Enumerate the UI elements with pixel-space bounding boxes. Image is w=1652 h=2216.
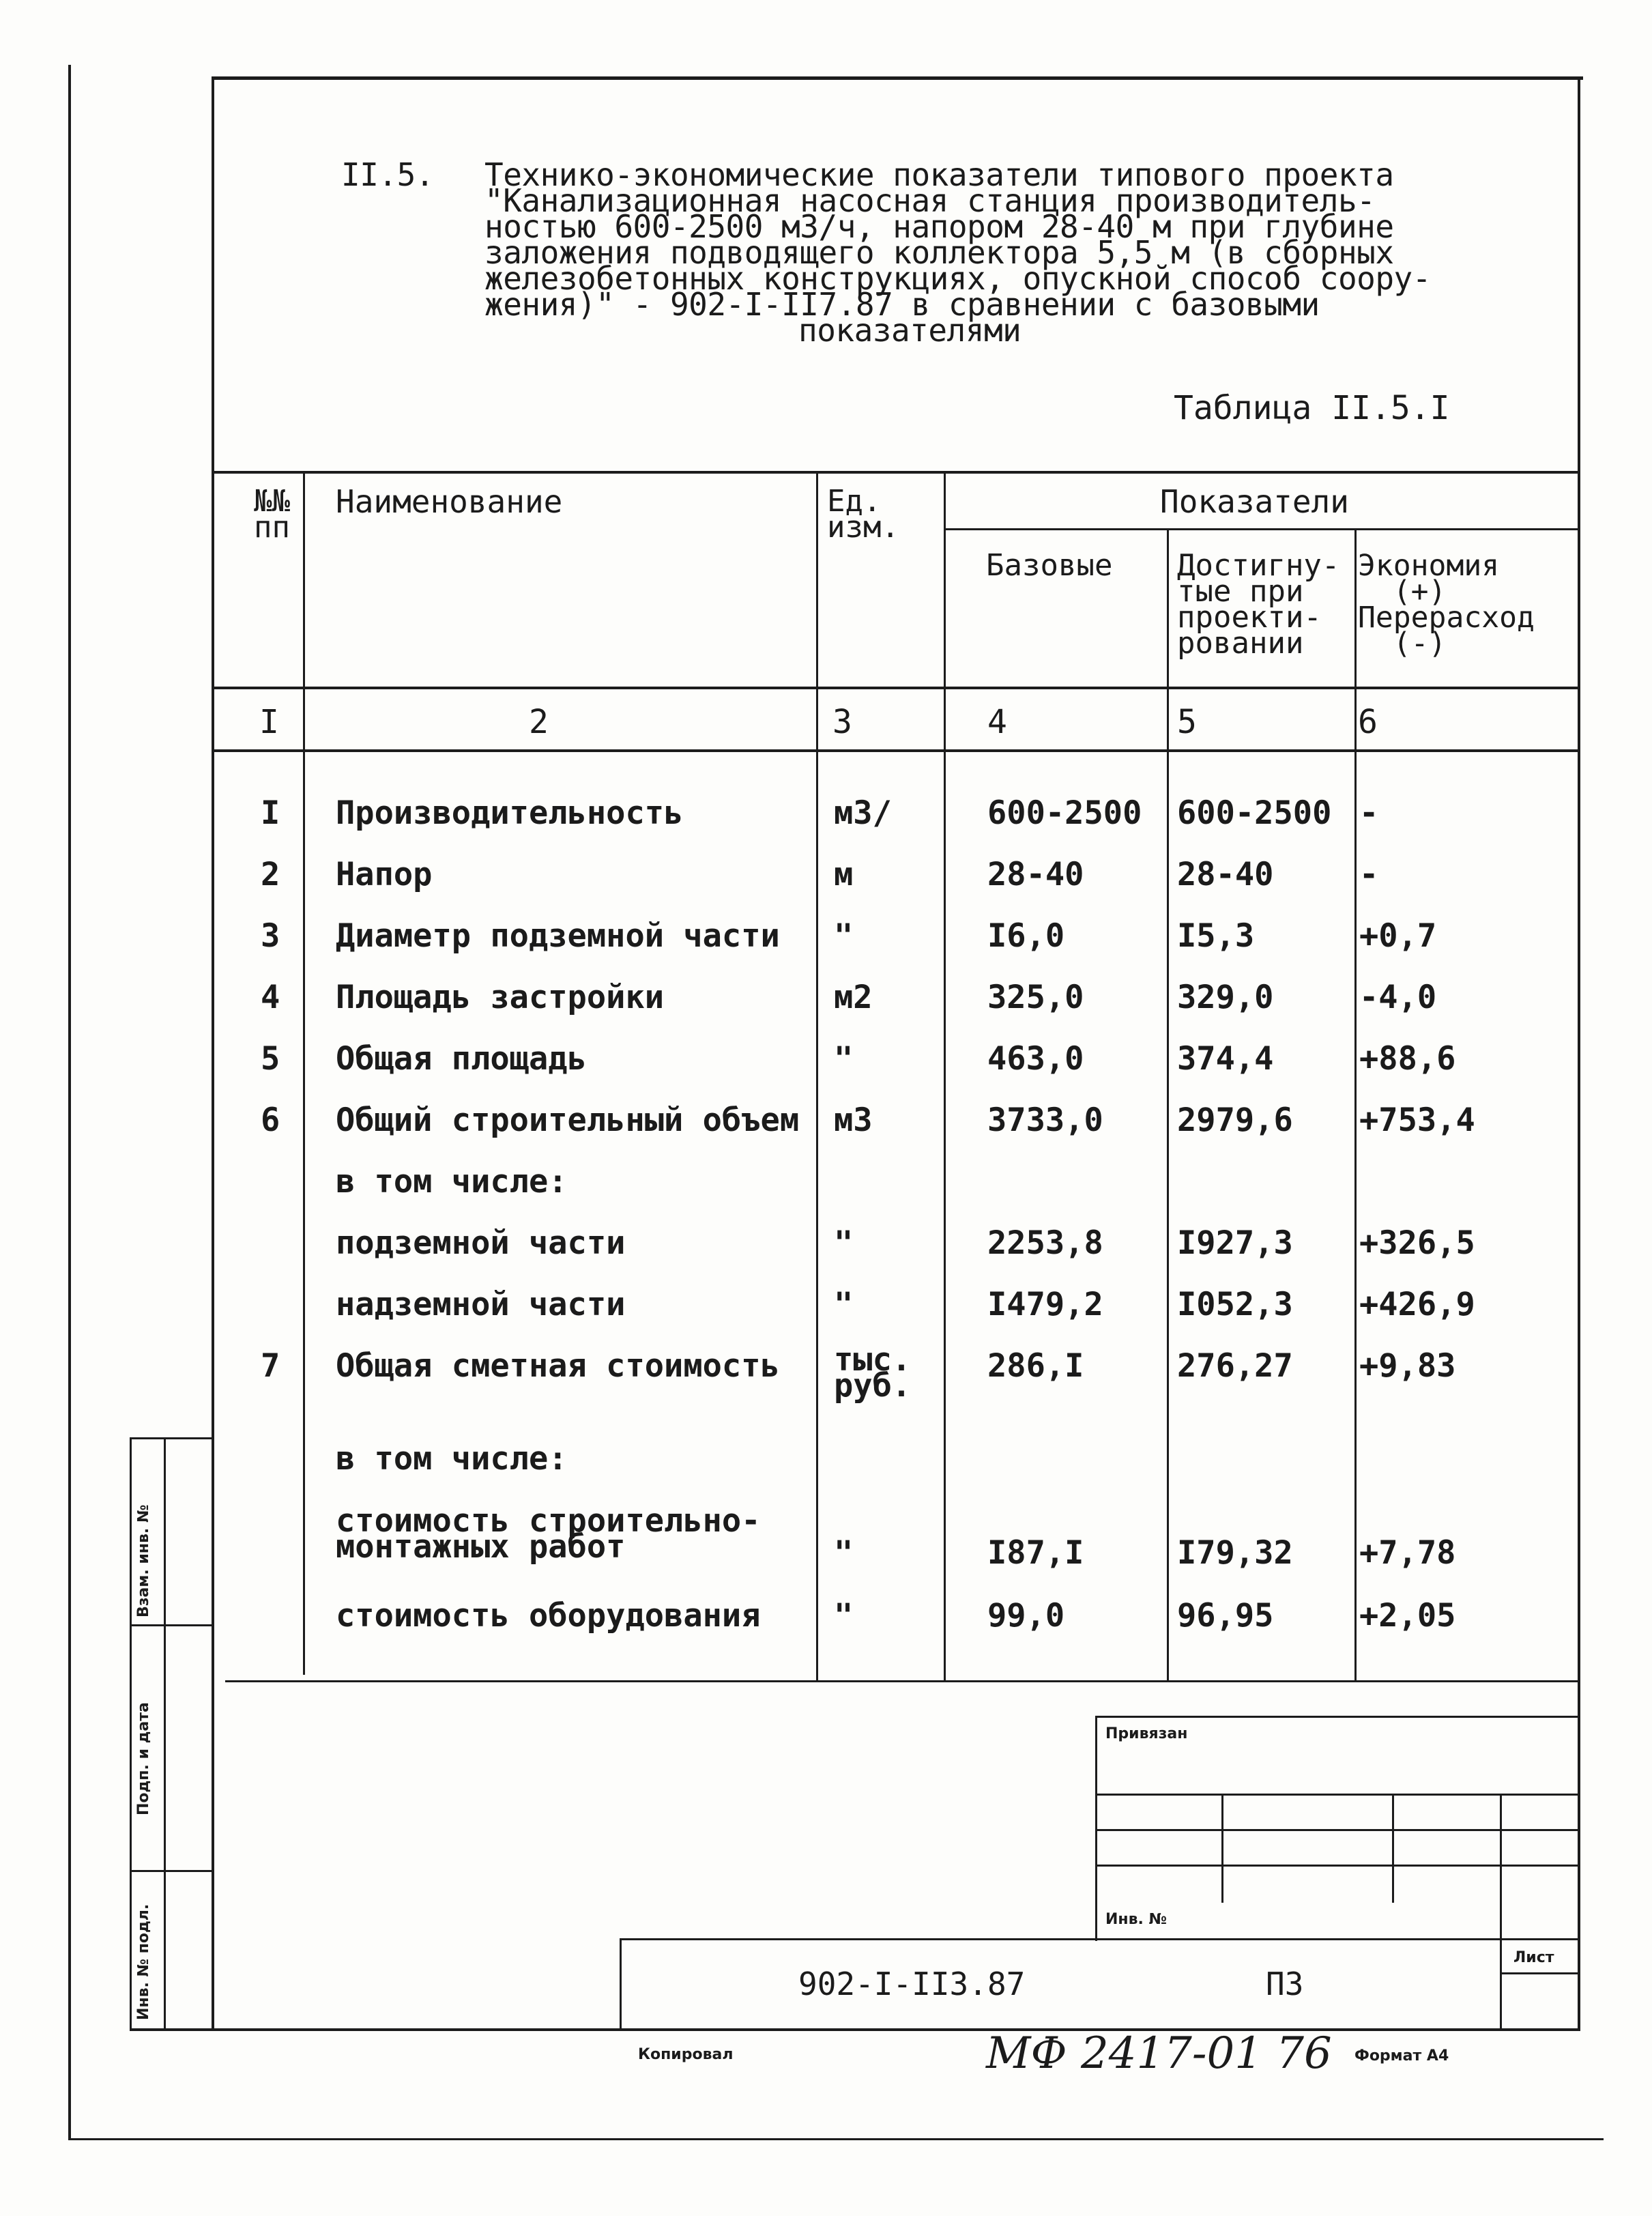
indicators-underline: [944, 528, 1580, 530]
table-row: надземной части " I479,2 I052,3 +426,9: [336, 1286, 1475, 1323]
stamp-grid-h2: [1095, 1829, 1580, 1831]
table-row: 4 Площадь застройки м2 325,0 329,0 -4,0: [261, 979, 1437, 1016]
table-bottom-dashed: [225, 1680, 1580, 1682]
colnum-2: 2: [529, 703, 549, 741]
caption-line-4: заложения подводящего коллектора 5,5 м (в сборных: [484, 234, 1394, 271]
side-strip-mid: [164, 1437, 166, 2030]
colnum-4: 4: [987, 703, 1007, 741]
stamp-code: 902-I-II3.87: [798, 1966, 1026, 2002]
header-num: №№ пп: [254, 484, 290, 545]
side-label-podp: Подп. и дата: [135, 1702, 152, 1815]
stamp-main-left: [620, 1938, 622, 2030]
side-strip-left: [130, 1437, 132, 2030]
caption-line-1: Технико-экономические показатели типового проекта: [484, 156, 1394, 193]
header-bottom-line: [212, 687, 1580, 689]
table-row: 7 Общая сметная стоимость тыс. руб. 286,I 276,27 +9,83: [261, 1341, 1456, 1405]
table-row: I Производительность м3/ 600-2500 600-2500 -: [261, 794, 1379, 832]
outer-bottom-line: [68, 2138, 1604, 2140]
header-economy: Экономия (+) Перерасход (-): [1358, 549, 1535, 661]
caption-line-2: "Канализационная насосная станция производитель-: [484, 182, 1376, 219]
side-label-inv-podl: Инв. № подл.: [135, 1903, 152, 2020]
header-name: Наименование: [336, 483, 563, 520]
table-row: 5 Общая площадь " 463,0 374,4 +88,6: [261, 1040, 1456, 1078]
side-strip-div-1: [130, 1437, 214, 1439]
colnum-5: 5: [1177, 703, 1197, 741]
stamp-sheet: Лист: [1513, 1949, 1554, 1966]
table-row: в том числе:: [336, 1440, 568, 1478]
side-strip-div-2: [130, 1624, 214, 1626]
stamp-main-top: [620, 1938, 1580, 1940]
table-row: 3 Диаметр подземной части " I6,0 I5,3 +0,7: [261, 917, 1437, 955]
stamp-privyazan-top: [1095, 1716, 1580, 1718]
table-row: стоимость оборудования " 99,0 96,95 +2,05: [336, 1597, 1456, 1635]
footer-handwritten: МФ 2417-01 76: [986, 2028, 1332, 2079]
header-unit: Ед. изм.: [827, 484, 899, 545]
stamp-grid-v2: [1392, 1794, 1394, 1903]
footer-kopiroval: Копировал: [638, 2046, 734, 2063]
caption-line-3: ностью 600-2500 м3/ч, напором 28-40 м при глубине: [484, 208, 1394, 245]
table-row: в том числе:: [336, 1163, 568, 1200]
stamp-privyazan-left: [1095, 1716, 1097, 1941]
caption-line-6: жения)" - 902-I-II7.87 в сравнении с базовыми: [484, 286, 1320, 323]
colnum-6: 6: [1358, 703, 1378, 741]
stamp-inv-no: Инв. №: [1105, 1911, 1168, 1928]
caption-line-5: железобетонных конструкциях, опускной способ соору-: [484, 260, 1431, 297]
stamp-privyazan: Привязан: [1105, 1725, 1188, 1742]
table-top-line: [212, 471, 1580, 474]
table-row: 6 Общий строительный объем м3 3733,0 2979,6 +753,4: [261, 1102, 1475, 1139]
stamp-grid-h1: [1095, 1794, 1580, 1796]
header-base: Базовые: [986, 548, 1113, 583]
stamp-sheet-div: [1500, 1972, 1580, 1974]
stamp-grid-v3: [1500, 1794, 1502, 2030]
footer-format: Формат А4: [1354, 2047, 1449, 2064]
caption-number: II.5.: [341, 156, 434, 193]
frame-top-line: [212, 76, 1583, 80]
stamp-grid-v1: [1221, 1794, 1223, 1903]
side-label-vzam: Взам. инв. №: [135, 1504, 152, 1617]
colnum-1: I: [259, 703, 279, 741]
table-row: 2 Напор м 28-40 28-40 -: [261, 856, 1379, 893]
caption-line-7: показателями: [798, 312, 1021, 349]
table-row: подземной части " 2253,8 I927,3 +326,5: [336, 1224, 1475, 1262]
table-row: стоимость строительно- монтажных работ " I87,I I79,32 +7,78: [336, 1502, 1456, 1572]
stamp-grid-h3: [1095, 1865, 1580, 1867]
stamp-doc: ПЗ: [1266, 1966, 1304, 2002]
colnum-bottom-line: [212, 749, 1580, 752]
colnum-3: 3: [832, 703, 852, 741]
header-indicators: Показатели: [1160, 483, 1349, 520]
header-achieved: Достигну- тые при проекти- ровании: [1177, 548, 1340, 661]
frame-bottom-line: [130, 2028, 1580, 2031]
side-strip-div-3: [130, 1870, 214, 1872]
caption: [341, 156, 1460, 407]
table-number: Таблица II.5.I: [1174, 389, 1450, 427]
